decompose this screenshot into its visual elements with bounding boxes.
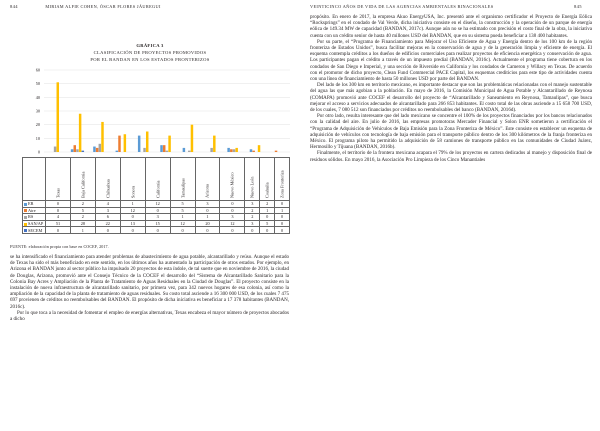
data-label: 0 <box>220 201 245 208</box>
category-cell <box>95 158 120 201</box>
bar-sanap <box>57 82 59 152</box>
bar-er <box>93 147 95 152</box>
x-tick-label: Arizona <box>204 184 210 198</box>
data-label: 0 <box>46 207 71 214</box>
legend-swatch <box>24 216 27 219</box>
bar-aire <box>163 145 165 152</box>
x-tick-label: Texas <box>55 188 61 198</box>
figure-title-line1: CLASIFICACIÓN DE PROYECTOS PROMOVIDOS <box>93 50 207 55</box>
table-corner <box>23 158 46 201</box>
data-label: 0 <box>275 201 290 208</box>
data-label: 1 <box>170 214 195 221</box>
data-label: 2 <box>245 214 260 221</box>
x-tick-label: Tamaulipas <box>180 178 186 198</box>
data-label: 0 <box>195 207 220 214</box>
x-tick-label: Nuevo León <box>249 176 255 198</box>
data-label: 0 <box>145 207 170 214</box>
data-label: 0 <box>275 227 290 234</box>
data-label: 0 <box>120 227 145 234</box>
data-label: 51 <box>46 220 71 227</box>
data-label: 20 <box>195 220 220 227</box>
left-paragraph: Por lo que toca a la necesidad de fomentar el empleo de energías alternativas, Texas encabeza el mayor número de proyectos abocados a dicho <box>10 309 289 323</box>
category-cell <box>245 158 260 201</box>
table-row <box>23 227 290 234</box>
data-label: 0 <box>46 227 71 234</box>
category-cell <box>275 158 290 201</box>
figure-title-line2: POR EL BANDAN EN LOS ESTADOS FRONTERIZOS <box>90 57 210 62</box>
data-label: 3 <box>95 207 120 214</box>
data-label: 5 <box>170 207 195 214</box>
legend-label: ER <box>28 201 34 207</box>
data-label: 0 <box>245 227 260 234</box>
left-body-text <box>10 254 289 322</box>
y-tick-label: 40 <box>35 94 40 100</box>
bar-er <box>183 148 185 152</box>
legend-swatch <box>24 203 27 206</box>
data-label: 5 <box>170 201 195 208</box>
bar-sanap <box>168 136 170 152</box>
figure-source: FUENTE: elaboración propia con base en COCEF, 2017. <box>10 244 109 249</box>
bar-aire <box>118 136 120 152</box>
bar-rs <box>210 148 212 152</box>
legend-entry <box>23 201 46 208</box>
right-paragraph: Por otro lado, resulta interesante que del lado mexicano se concentre el 100% de los proyectos financiados por los bancos relacionados con la calidad del aire. En julio de 2016, las empresas promotoras Mercader Financial y Solon ENR sometieron a certificación el “Programa de Adquisición de Vehículos de Baja Emisión para la Zona Fronteriza de México”. Este consiste en establecer un esquema de adquisición de vehículos con tecnología de baja emisión para el transporte público dentro de los 300 kilómetros de la franja fronteriza en México. El programa piloto ha permitido la adquisición de 58 camiones de transporte público en las comunidades de Ciudad Juárez, Hermosillo y Tijuana (BANDAN, 2016b). <box>310 113 592 151</box>
left-page-number: 844 <box>10 4 18 9</box>
data-label: 12 <box>170 220 195 227</box>
legend-label: Aire <box>28 207 36 213</box>
right-page <box>300 0 600 431</box>
right-page-number: 845 <box>574 4 582 9</box>
right-paragraph: Del lado de los 300 km en territorio mexicano, es importante destacar que son las problemáticas relacionadas con el manejo sustentable del agua las que más agobian a la población. En mayo de 2016, la Comisión Municipal de Agua Potable y Alcantarillado de Reynosa (COMAPA) promovió ante COCEF el desarrollo del proyecto de “Alcantarillado y Saneamiento en Reynosa, Tamaulipas”, que busca mejorar el acceso a servicios adecuados de alcantarillado para 266 853 habitantes. El costo total de las obras asciende a 15 658 700 USD, de los cuales, 7 080 512 son financiados por créditos no reembolsables del banco (BANDAN, 2016d). <box>310 82 592 114</box>
x-tick-label: Chihuahua <box>105 179 111 198</box>
category-cell <box>260 158 275 201</box>
category-cell <box>220 158 245 201</box>
left-running-header <box>10 4 161 9</box>
chart-data-table <box>22 157 290 234</box>
bar-sanap <box>235 148 237 152</box>
y-tick-label: 50 <box>35 81 40 87</box>
right-paragraph: Por su parte, el “Programa de Financiamiento para Mejorar el Uso Eficiente de Agua y Energía dentro de los 100 km de la región fronteriza de Estados Unidos”, busca facilitar mejoras en la conservación de agua y de la generación limpia y eficiente de energía. El esquema contempla créditos a los dueños de edificios comerciales para realizar proyectos de eficiencia energética y conservación de agua. Los participantes pagan el crédito a través de un impuesto predial (BANDAN, 2016c). Actualmente el programa tiene cobertura en los condados de San Diego e Imperial, y una sección de Riverside en California y los condados de Cameron y Willacy en Texas. De acuerdo con el promotor de dicho proyecto, Clean Fund Commercial PACE Capital, los esquemas crediticios para este tipo de actividades cuenta con una línea de financiamiento de hasta 50 millones USD por parte del BANDAN. <box>310 38 592 83</box>
data-label: 22 <box>95 220 120 227</box>
legend-swatch <box>24 229 27 232</box>
data-label: 12 <box>120 207 145 214</box>
data-label: 2 <box>245 207 260 214</box>
bar-rs <box>233 149 235 152</box>
data-label: 28 <box>70 220 95 227</box>
table-row <box>23 220 290 227</box>
data-label: 3 <box>245 201 260 208</box>
data-label: 0 <box>145 227 170 234</box>
x-tick-label: California <box>155 180 161 198</box>
category-cell <box>145 158 170 201</box>
right-running-title: VEINTICINCO AÑOS DE VIDA DE LAS AGENCIAS AMBIENTALES BINACIONALES <box>310 4 494 9</box>
data-label: 0 <box>260 214 275 221</box>
bar-sanap <box>101 122 103 152</box>
data-label: 1 <box>120 201 145 208</box>
data-label: 0 <box>260 227 275 234</box>
x-tick-label: Baja California <box>80 171 86 198</box>
left-paragraph: se ha intensificado el financiamiento para atender problemas de abastecimiento de agua potable, alcantarillado y reúso. Aunque el estado de Texas ha sido el más beneficiado en este sentido, en los últimos años ha aumentado la participación de otros estados. Por ejemplo, en Arizona el BANDAN junto al sector público ha impulsado 20 proyectos de esta índole, de tal suerte que en noviembre de 2016, la ciudad de Douglas, Arizona, promovió ante el Consejo Técnico de la COCEF el desarrollo del “Sistema de Alcantarillado Sanitario para la Colonia Bay Acres y Ampliación de la Planta de Tratamiento de Aguas Residuales en la Ciudad de Douglas”. El proyecto consiste en la instalación de nueva infraestructura de alcantarillado sanitario, por primera vez, para 342 nuevos hogares de esa colonia, así como la ampliación de la capacidad de la planta de tratamiento de aguas residuales. Su costo total asciende a 16 300 000 USD, de los cuales 7 475 697 provienen de créditos no reembolsables del BANDAN. El propósito de dicha iniciativa es beneficiar a 17 378 habitantes (BANDAN, 2016c). <box>10 254 289 310</box>
data-label: 1 <box>260 207 275 214</box>
data-label: 3 <box>245 220 260 227</box>
data-label: 0 <box>220 207 245 214</box>
data-label: 0 <box>120 214 145 221</box>
data-label: 13 <box>120 220 145 227</box>
bar-aire <box>252 151 254 152</box>
bar-aire <box>74 145 76 152</box>
data-label: 12 <box>145 201 170 208</box>
bar-aire <box>230 149 232 152</box>
data-label: 3 <box>220 214 245 221</box>
bar-sanap <box>213 136 215 152</box>
bar-er <box>160 145 162 152</box>
x-tick-label: Zona Fronteriza <box>279 170 285 198</box>
table-row <box>23 214 290 221</box>
data-label: 4 <box>95 201 120 208</box>
bar-rs <box>166 151 168 152</box>
data-label: 12 <box>220 220 245 227</box>
bar-er <box>116 151 118 152</box>
category-cell <box>170 158 195 201</box>
y-tick-label: 20 <box>35 122 40 128</box>
x-tick-label: Nuevo México <box>229 172 235 198</box>
data-label: 0 <box>275 220 290 227</box>
data-label: 0 <box>220 227 245 234</box>
right-running-header <box>310 4 493 9</box>
bar-er <box>71 149 73 152</box>
table-row <box>23 201 290 208</box>
y-tick-label: 10 <box>35 135 40 141</box>
category-cell <box>46 158 71 201</box>
bar-secem <box>82 151 84 152</box>
x-tick-label: Sonora <box>130 185 136 198</box>
bar-er <box>250 149 252 152</box>
legend-entry <box>23 220 46 227</box>
category-cell <box>70 158 95 201</box>
data-label: 0 <box>95 227 120 234</box>
legend-entry <box>23 214 46 221</box>
bar-sanap <box>79 114 81 152</box>
legend-label: RS <box>28 214 34 220</box>
data-label: 5 <box>260 220 275 227</box>
data-label: 5 <box>70 207 95 214</box>
table-row <box>23 207 290 214</box>
table-header-row <box>23 158 290 201</box>
data-label: 6 <box>95 214 120 221</box>
x-tick-label: Coahuila <box>264 182 270 198</box>
y-tick-label: 60 <box>35 67 40 73</box>
figure-label: GRÁFICA 3 <box>136 43 164 48</box>
y-tick-label: 0 <box>37 149 40 155</box>
legend-swatch <box>24 209 27 212</box>
data-label: 3 <box>195 201 220 208</box>
legend-entry <box>23 227 46 234</box>
bar-rs <box>54 147 56 152</box>
bar-rs <box>188 151 190 152</box>
data-label: 1 <box>70 227 95 234</box>
data-label: 0 <box>195 227 220 234</box>
category-cell <box>195 158 220 201</box>
bar-aire <box>96 148 98 152</box>
right-paragraph: propósito. En enero de 2017, la empresa Akuo EnergyUSA, Inc. presentó ante el organismo certificador el Proyecto de Energía Eólica “Rocksprings” en el condado de Val Verde, dicha iniciativa consiste en el diseño, la construcción y la operación de un parque de energía eólica de 149.34 MW de capacidad (BANDAN, 2017c). Aunque aún no se ha estimado con precisión el costo final de la obra, la iniciativa cuenta con un crédito senior de hasta 40 millones USD del BANDAN, que en su sistema pueda beneficiar a 138 400 habitantes. <box>310 14 592 39</box>
legend-entry <box>23 207 46 214</box>
data-label: 15 <box>145 220 170 227</box>
legend-label: SAN/AP <box>28 221 44 227</box>
y-tick-label: 30 <box>35 108 40 114</box>
data-label: 2 <box>70 214 95 221</box>
data-label: 1 <box>275 207 290 214</box>
bar-rs <box>99 144 101 152</box>
bar-chart <box>0 62 300 160</box>
data-label: 2 <box>70 201 95 208</box>
bar-sanap <box>146 132 148 153</box>
data-label: 0 <box>46 201 71 208</box>
data-label: 3 <box>145 214 170 221</box>
data-label: 0 <box>275 214 290 221</box>
legend-swatch <box>24 223 27 226</box>
data-label: 4 <box>46 214 71 221</box>
bar-er <box>227 148 229 152</box>
bar-er <box>138 136 140 152</box>
data-label: 0 <box>170 227 195 234</box>
data-label: 1 <box>195 214 220 221</box>
bar-sanap <box>258 145 260 152</box>
left-running-title: MIRIAM ALFIE COHEN, ÓSCAR FLORES JÁUREGUI <box>45 4 161 9</box>
right-paragraph: Finalmente, el territorio de la frontera mexicana acapara el 79% de los proyectos en cartera dedicados al manejo y disposición final de residuos sólidos. En mayo 2016, la Asociación Pro Limpieza de los Cinco Manantiales <box>310 150 592 163</box>
category-cell <box>120 158 145 201</box>
right-body-text <box>310 14 592 163</box>
bar-rs <box>143 148 145 152</box>
bar-sanap <box>124 134 126 152</box>
data-label: 2 <box>260 201 275 208</box>
bar-sanap <box>191 125 193 152</box>
legend-label: SECEM <box>28 227 43 233</box>
bar-aire <box>275 151 277 152</box>
bar-rs <box>76 149 78 152</box>
